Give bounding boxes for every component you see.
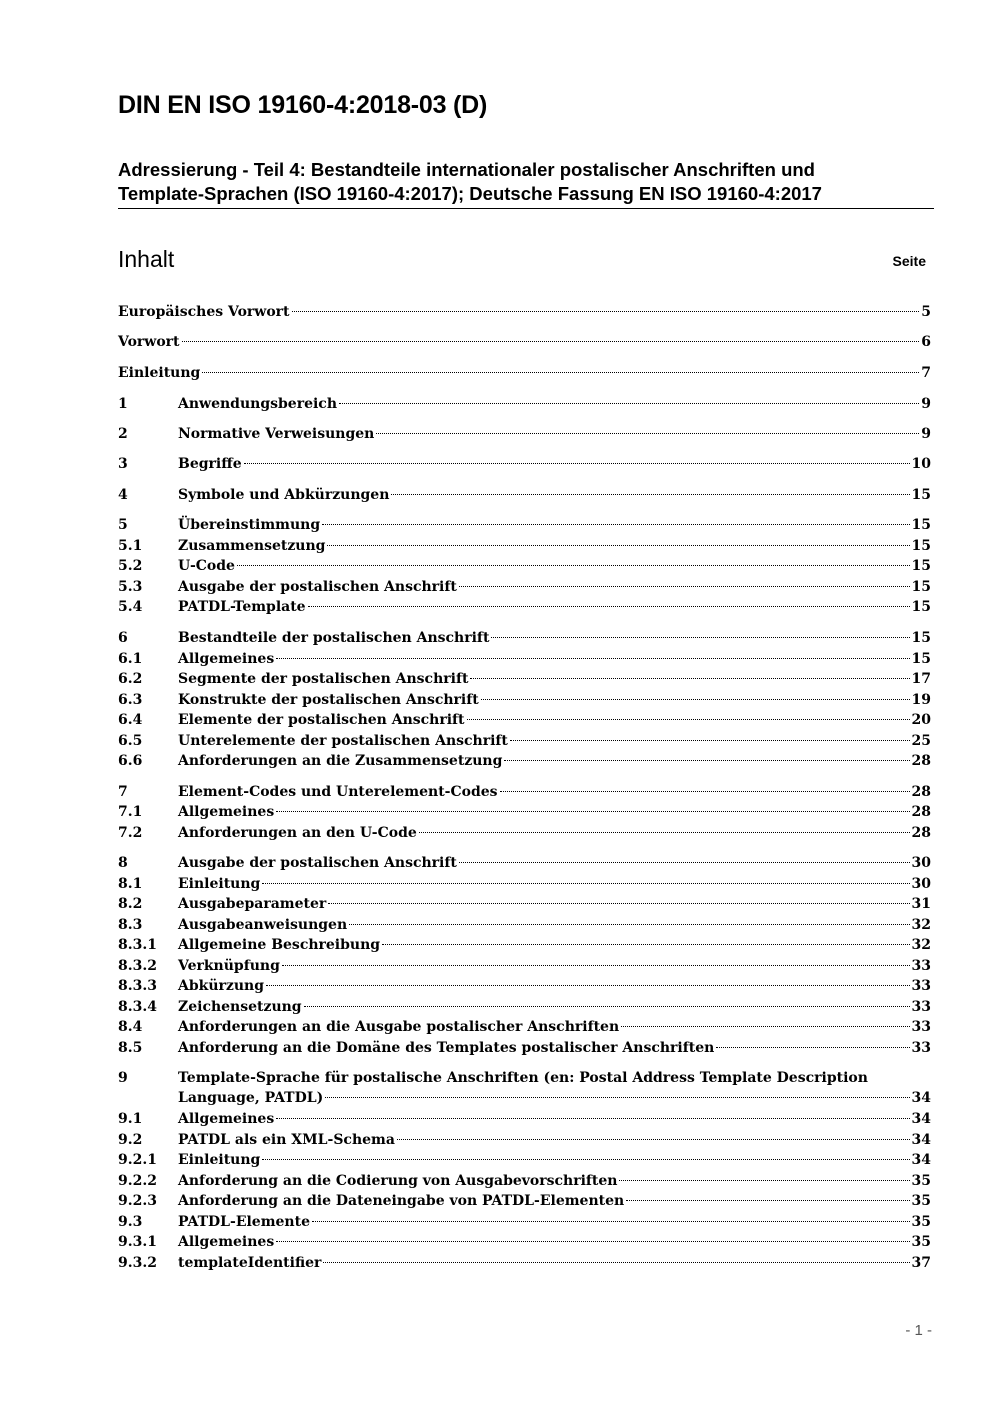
toc-leader-dots — [276, 1118, 909, 1119]
toc-entry-page: 15 — [911, 517, 931, 533]
toc-entry-number: 7 — [118, 784, 128, 800]
toc-entry-page: 25 — [911, 733, 931, 749]
toc-entry[interactable] — [118, 669, 931, 689]
toc-entry-title: Template-Sprache für postalische Anschriften (en: Postal Address Template Description — [178, 1070, 868, 1086]
toc-leader-dots — [266, 985, 910, 986]
toc-entry[interactable] — [118, 802, 931, 822]
toc-entry[interactable] — [118, 1171, 931, 1191]
toc-entry-page: 32 — [911, 917, 931, 933]
toc-leader-dots — [244, 463, 910, 464]
toc-entry-title: PATDL als ein XML-Schema — [178, 1132, 395, 1148]
toc-entry-number: 8 — [118, 855, 128, 871]
toc-entry-title: Ausgabeanweisungen — [178, 917, 348, 933]
toc-entry-page: 34 — [911, 1152, 931, 1168]
toc-entry[interactable] — [118, 577, 931, 597]
toc-leader-dots — [276, 658, 909, 659]
toc-entry-number: 6.2 — [118, 671, 143, 687]
toc-entry[interactable] — [118, 935, 931, 955]
toc-entry[interactable] — [118, 751, 931, 771]
toc-entry[interactable] — [118, 515, 931, 535]
toc-leader-dots — [327, 545, 909, 546]
toc-entry[interactable] — [118, 956, 931, 976]
toc-entry[interactable] — [118, 915, 931, 935]
toc-entry-page: 28 — [911, 784, 931, 800]
toc-entry-page: 9 — [921, 396, 931, 412]
toc-entry[interactable] — [118, 823, 931, 843]
toc-entry-number: 8.3.2 — [118, 958, 157, 974]
toc-entry-title: Anforderung an die Codierung von Ausgabevorschriften — [178, 1173, 618, 1189]
toc-entry-title: Bestandteile der postalischen Anschrift — [178, 630, 490, 646]
toc-entry-title: Allgemeines — [178, 804, 275, 820]
toc-entry-title: Symbole und Abkürzungen — [178, 487, 390, 503]
toc-entry-number: 5 — [118, 517, 128, 533]
toc-entry-page: 33 — [911, 978, 931, 994]
toc-leader-dots — [323, 1262, 909, 1263]
toc-entry[interactable] — [118, 782, 931, 802]
toc-entry[interactable] — [118, 536, 931, 556]
toc-leader-dots — [308, 606, 910, 607]
document-subtitle — [118, 158, 934, 209]
toc-entry-number: 9.2.3 — [118, 1193, 157, 1209]
document-title: DIN EN ISO 19160-4:2018-03 (D) — [118, 91, 488, 119]
toc-title: Inhalt — [118, 246, 175, 272]
toc-entry[interactable] — [118, 853, 931, 873]
toc-entry-number: 4 — [118, 487, 128, 503]
toc-entry[interactable] — [118, 597, 931, 617]
toc-entry-page: 34 — [911, 1090, 931, 1106]
toc-entry-number: 9.2.1 — [118, 1152, 157, 1168]
toc-leader-dots — [282, 965, 910, 966]
toc-entry[interactable] — [118, 1068, 931, 1108]
toc-leader-dots — [470, 678, 909, 679]
toc-entry-title: Ausgabe der postalischen Anschrift — [178, 855, 457, 871]
toc-entry-title: Anwendungsbereich — [178, 396, 337, 412]
toc-entry-number: 5.2 — [118, 558, 143, 574]
toc-entry-page: 17 — [911, 671, 931, 687]
toc-entry-page: 34 — [911, 1111, 931, 1127]
toc-entry-title: Segmente der postalischen Anschrift — [178, 671, 469, 687]
toc-leader-dots — [276, 1241, 909, 1242]
toc-entry-page: 15 — [911, 599, 931, 615]
toc-leader-dots — [391, 494, 909, 495]
toc-entry-number: 8.3.1 — [118, 937, 157, 953]
toc-entry-title: Anforderungen an den U-Code — [178, 825, 417, 841]
toc-entry[interactable] — [118, 976, 931, 996]
toc-leader-dots — [621, 1026, 909, 1027]
toc-entry[interactable] — [118, 894, 931, 914]
toc-entry-page: 15 — [911, 579, 931, 595]
toc-entry-title: PATDL-Template — [178, 599, 306, 615]
toc-entry-page: 7 — [921, 365, 931, 381]
toc-entry-title: PATDL-Elemente — [178, 1214, 310, 1230]
toc-entry-title: U-Code — [178, 558, 235, 574]
toc-entry-page: 10 — [911, 456, 931, 472]
toc-entry-number: 9 — [118, 1070, 128, 1086]
toc-entry-page: 6 — [921, 334, 931, 350]
toc-entry-number: 7.1 — [118, 804, 143, 820]
toc-entry-number: 7.2 — [118, 825, 143, 841]
toc-entry-page: 32 — [911, 937, 931, 953]
subtitle-line-2: Template-Sprachen (ISO 19160-4:2017); Deutsche Fassung EN ISO 19160-4:2017 — [118, 183, 822, 204]
toc-entry-page: 15 — [911, 538, 931, 554]
toc-leader-dots — [237, 565, 910, 566]
toc-entry-number: 5.1 — [118, 538, 143, 554]
toc-leader-dots — [349, 924, 909, 925]
toc-entry[interactable] — [118, 1038, 931, 1058]
toc-entry[interactable] — [118, 997, 931, 1017]
toc-leader-dots — [419, 832, 910, 833]
toc-entry[interactable] — [118, 424, 931, 444]
toc-entry-number: 6.4 — [118, 712, 143, 728]
toc-leader-dots — [459, 862, 910, 863]
toc-entry[interactable] — [118, 1232, 931, 1252]
toc-entry-title: Begriffe — [178, 456, 242, 472]
toc-entry-page: 33 — [911, 1019, 931, 1035]
toc-leader-dots — [304, 1006, 910, 1007]
toc-entry-page: 15 — [911, 630, 931, 646]
toc-entry-title: Zeichensetzung — [178, 999, 302, 1015]
toc-leader-dots — [262, 883, 909, 884]
toc-entry-page: 37 — [911, 1255, 931, 1271]
toc-leader-dots — [467, 719, 910, 720]
toc-entry[interactable] — [118, 1212, 931, 1232]
toc-entry-title: Anforderung an die Dateneingabe von PATDL-Elementen — [178, 1193, 625, 1209]
toc-entry-title: templateIdentifier — [178, 1255, 322, 1271]
toc-entry-number: 8.3.3 — [118, 978, 157, 994]
toc-leader-dots — [500, 791, 910, 792]
toc-entry-title: Unterelemente der postalischen Anschrift — [178, 733, 508, 749]
toc-entry-title: Vorwort — [118, 334, 180, 350]
toc-entry[interactable] — [118, 363, 931, 383]
toc-entry-title: Abkürzung — [178, 978, 265, 994]
toc-leader-dots — [328, 903, 909, 904]
toc-entry[interactable] — [118, 731, 931, 751]
toc-entry-title: Zusammensetzung — [178, 538, 326, 554]
toc-entry-number: 8.3 — [118, 917, 143, 933]
toc-entry-page: 35 — [911, 1234, 931, 1250]
page-number: - 1 - — [905, 1322, 932, 1339]
toc-entry-title: Europäisches Vorwort — [118, 304, 290, 320]
toc-entry-title: Elemente der postalischen Anschrift — [178, 712, 465, 728]
toc-entry-page: 5 — [921, 304, 931, 320]
toc-entry-number: 9.2 — [118, 1132, 143, 1148]
toc-entry-page: 15 — [911, 558, 931, 574]
toc-entry-page: 30 — [911, 876, 931, 892]
toc-entry[interactable] — [118, 1017, 931, 1037]
toc-entry[interactable] — [118, 1150, 931, 1170]
toc-leader-dots — [202, 372, 919, 373]
toc-entry[interactable] — [118, 485, 931, 505]
toc-entry[interactable] — [118, 394, 931, 414]
toc-entry-title: Allgemeine Beschreibung — [178, 937, 381, 953]
toc-entry-number: 9.3.1 — [118, 1234, 157, 1250]
toc-leader-dots — [182, 341, 920, 342]
toc-entry-title: Anforderung an die Domäne des Templates postalischer Anschriften — [178, 1040, 715, 1056]
toc-entry-number: 1 — [118, 396, 128, 412]
toc-entry-number: 6.5 — [118, 733, 143, 749]
toc-leader-dots — [376, 433, 919, 434]
toc-entry[interactable] — [118, 874, 931, 894]
toc-entry-title-continued: Language, PATDL) — [178, 1090, 324, 1106]
toc-entry-page: 33 — [911, 1040, 931, 1056]
toc-entry[interactable] — [118, 1253, 931, 1273]
toc-entry-page: 15 — [911, 487, 931, 503]
toc-entry-number: 6 — [118, 630, 128, 646]
toc-entry-page: 15 — [911, 651, 931, 667]
toc-entry-number: 6.6 — [118, 753, 143, 769]
toc-entry[interactable] — [118, 1191, 931, 1211]
toc-entry[interactable] — [118, 710, 931, 730]
toc-page-column-label: Seite — [892, 253, 926, 269]
toc-leader-dots — [481, 699, 910, 700]
toc-leader-dots — [292, 311, 920, 312]
toc-entry-title: Ausgabe der postalischen Anschrift — [178, 579, 457, 595]
toc-leader-dots — [322, 524, 909, 525]
toc-leader-dots — [382, 944, 909, 945]
toc-entry-number: 3 — [118, 456, 128, 472]
toc-leader-dots — [325, 1097, 909, 1098]
toc-entry-number: 5.4 — [118, 599, 143, 615]
toc-entry-title: Verknüpfung — [178, 958, 280, 974]
toc-entry-title: Anforderungen an die Zusammensetzung — [178, 753, 503, 769]
subtitle-line-1: Adressierung - Teil 4: Bestandteile internationaler postalischer Anschriften und — [118, 159, 815, 180]
toc-entry-number: 6.1 — [118, 651, 143, 667]
toc-entry-number: 9.2.2 — [118, 1173, 157, 1189]
toc-entry-page: 33 — [911, 958, 931, 974]
toc-entry-title: Element-Codes und Unterelement-Codes — [178, 784, 498, 800]
toc-leader-dots — [491, 637, 909, 638]
toc-entry[interactable] — [118, 454, 931, 474]
toc-leader-dots — [626, 1200, 909, 1201]
toc-entry-number: 5.3 — [118, 579, 143, 595]
toc-entry-page: 9 — [921, 426, 931, 442]
toc-entry-title: Konstrukte der postalischen Anschrift — [178, 692, 479, 708]
toc-leader-dots — [459, 586, 910, 587]
toc-entry-page: 20 — [911, 712, 931, 728]
toc-leader-dots — [312, 1221, 910, 1222]
toc-entry[interactable] — [118, 332, 931, 352]
toc-entry-number: 8.5 — [118, 1040, 143, 1056]
toc-entry-number: 6.3 — [118, 692, 143, 708]
toc-entry[interactable] — [118, 649, 931, 669]
toc-entry-title: Ausgabeparameter — [178, 896, 327, 912]
toc-entry-title: Allgemeines — [178, 1234, 275, 1250]
toc-entry-title: Anforderungen an die Ausgabe postalischer Anschriften — [178, 1019, 620, 1035]
toc-entry[interactable] — [118, 302, 931, 322]
toc-entry-page: 34 — [911, 1132, 931, 1148]
toc-entry-title: Einleitung — [118, 365, 201, 381]
toc-entry[interactable] — [118, 1130, 931, 1150]
toc-entry-title: Normative Verweisungen — [178, 426, 375, 442]
toc-leader-dots — [339, 403, 919, 404]
toc-entry-number: 9.1 — [118, 1111, 143, 1127]
toc-leader-dots — [510, 740, 910, 741]
toc-entry-page: 35 — [911, 1173, 931, 1189]
toc-entry-page: 33 — [911, 999, 931, 1015]
toc-entry-page: 35 — [911, 1214, 931, 1230]
toc-leader-dots — [504, 760, 909, 761]
toc-entry[interactable] — [118, 556, 931, 576]
toc-leader-dots — [397, 1139, 910, 1140]
toc-entry-title: Einleitung — [178, 876, 261, 892]
toc-entry-page: 35 — [911, 1193, 931, 1209]
toc-entry-number: 8.1 — [118, 876, 143, 892]
toc-entry[interactable] — [118, 628, 931, 648]
toc-entry[interactable] — [118, 1109, 931, 1129]
toc-entry-page: 28 — [911, 825, 931, 841]
toc-entry-page: 28 — [911, 753, 931, 769]
toc-entry-page: 30 — [911, 855, 931, 871]
toc-entry-title: Allgemeines — [178, 1111, 275, 1127]
toc-entry-title: Allgemeines — [178, 651, 275, 667]
toc-leader-dots — [262, 1159, 909, 1160]
toc-leader-dots — [619, 1180, 909, 1181]
toc-leader-dots — [716, 1047, 909, 1048]
toc-entry[interactable] — [118, 690, 931, 710]
toc-entry-page: 19 — [911, 692, 931, 708]
toc-entry-number: 2 — [118, 426, 128, 442]
toc-entry-number: 9.3 — [118, 1214, 143, 1230]
toc-entry-number: 9.3.2 — [118, 1255, 157, 1271]
toc-entry-page: 31 — [911, 896, 931, 912]
toc-entry-title: Übereinstimmung — [178, 517, 321, 533]
toc-entry-number: 8.2 — [118, 896, 143, 912]
toc-header — [118, 243, 926, 275]
toc-leader-dots — [276, 811, 909, 812]
toc-entry-title: Einleitung — [178, 1152, 261, 1168]
toc-entry-page: 28 — [911, 804, 931, 820]
toc-entry-number: 8.3.4 — [118, 999, 157, 1015]
toc-entry-number: 8.4 — [118, 1019, 143, 1035]
